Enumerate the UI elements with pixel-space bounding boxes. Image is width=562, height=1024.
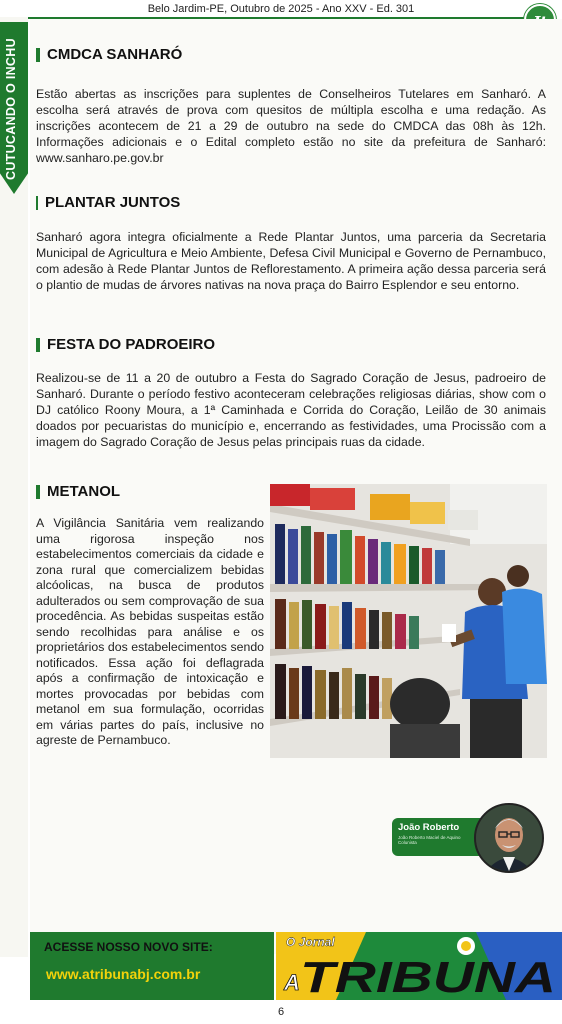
masthead-graphic <box>276 932 562 1000</box>
section-title: PLANTAR JUNTOS <box>45 194 181 211</box>
heading-marker <box>36 48 40 62</box>
author-avatar <box>474 803 544 873</box>
section-body-cmdca: Estão abertas as inscrições para suplentes de Conselheiros Tutelares em Sanharó. A escolha será através de prova com quesitos de múltipla escolha e uma redação. As inscrições acontecem de 21 a 29 de outubro na sede do CMDCA das 08h às 12h. Informações adicionais e o Edital completo estão no site da prefeitura de Sanharó: www.sanharo.pe.gov.br <box>36 87 546 165</box>
section-body-plantar: Sanharó agora integra oficialmente a Rede Plantar Juntos, uma parceria da Secretaria Municipal de Agricultura e Meio Ambiente, Defesa Civil Municipal e Governo de Pernambuco, com adesão à Rede Plantar Juntos de Reflorestamento. A primeira ação dessa parceria será o plantio de mudas de árvores nativas na nova praça do Bairro Esplendor e seu entorno. <box>36 230 546 292</box>
section-body-metanol: A Vigilância Sanitária vem realizando uma rigorosa inspeção nos estabelecimentos comerciais da cidade e zona rural que comercializem bebidas alcóolicas, na busca de produtos adulterados ou sem comprovação de sua procedência. As bebidas suspeitas estão sendo recolhidas para análise e os proprietários dos estabelecimentos sendo notificados. Essa ação foi deflagrada após a confirmação de intoxicação e mortes provocadas por bebidas com metanol em sua formulação, ocorridas em várias partes do país, inclusive no agreste de Pernambuco. <box>36 516 264 747</box>
page-number: 6 <box>277 1006 285 1018</box>
section-title: CMDCA SANHARÓ <box>47 46 183 63</box>
author-card <box>392 818 486 856</box>
heading-marker <box>36 196 38 210</box>
section-title: METANOL <box>47 483 121 500</box>
section-heading-cmdca <box>36 46 182 63</box>
section-heading-metanol <box>36 483 120 500</box>
author-portrait-icon <box>476 805 542 871</box>
store-shelves-photo <box>270 484 547 758</box>
newspaper-masthead <box>276 932 562 1000</box>
column-label: CUTUCANDO O INCHU <box>4 38 18 180</box>
heading-marker <box>36 338 40 352</box>
section-heading-festa <box>36 336 215 353</box>
brand-small-text: O Jornal <box>286 935 335 949</box>
section-body-festa: Realizou-se de 11 a 20 de outubro a Festa do Sagrado Coração de Jesus, padroeiro de Sanharó. Durante o período festivo aconteceram celebrações religiosas diárias, show com o DJ católico Roony Moura, a 1ª Caminhada e Corrida do Coração, Leilão de 30 animais doados por pecuaristas do município e, encerrando as festividades, uma Procissão com a imagem do Sagrado Coração de Jesus pelas principais ruas da cidade. <box>36 371 546 449</box>
store-shelves-illustration <box>270 484 547 758</box>
author-subtitle: João Roberto Maciel de Aquino Colunista <box>398 835 461 845</box>
heading-marker <box>36 485 40 499</box>
brand-article-text: A <box>284 970 300 995</box>
site-promo-banner <box>30 932 274 1000</box>
section-heading-plantar <box>36 194 180 211</box>
site-url-link[interactable]: www.atribunabj.com.br <box>46 966 201 982</box>
issue-line: Belo Jardim-PE, Outubro de 2025 - Ano XXV - Ed. 301 <box>147 3 415 15</box>
site-promo-title: ACESSE NOSSO NOVO SITE: <box>44 940 213 954</box>
brand-main-text: TRIBUNA <box>300 953 556 1000</box>
section-title: FESTA DO PADROEIRO <box>47 336 216 353</box>
author-name: João Roberto <box>398 822 460 833</box>
